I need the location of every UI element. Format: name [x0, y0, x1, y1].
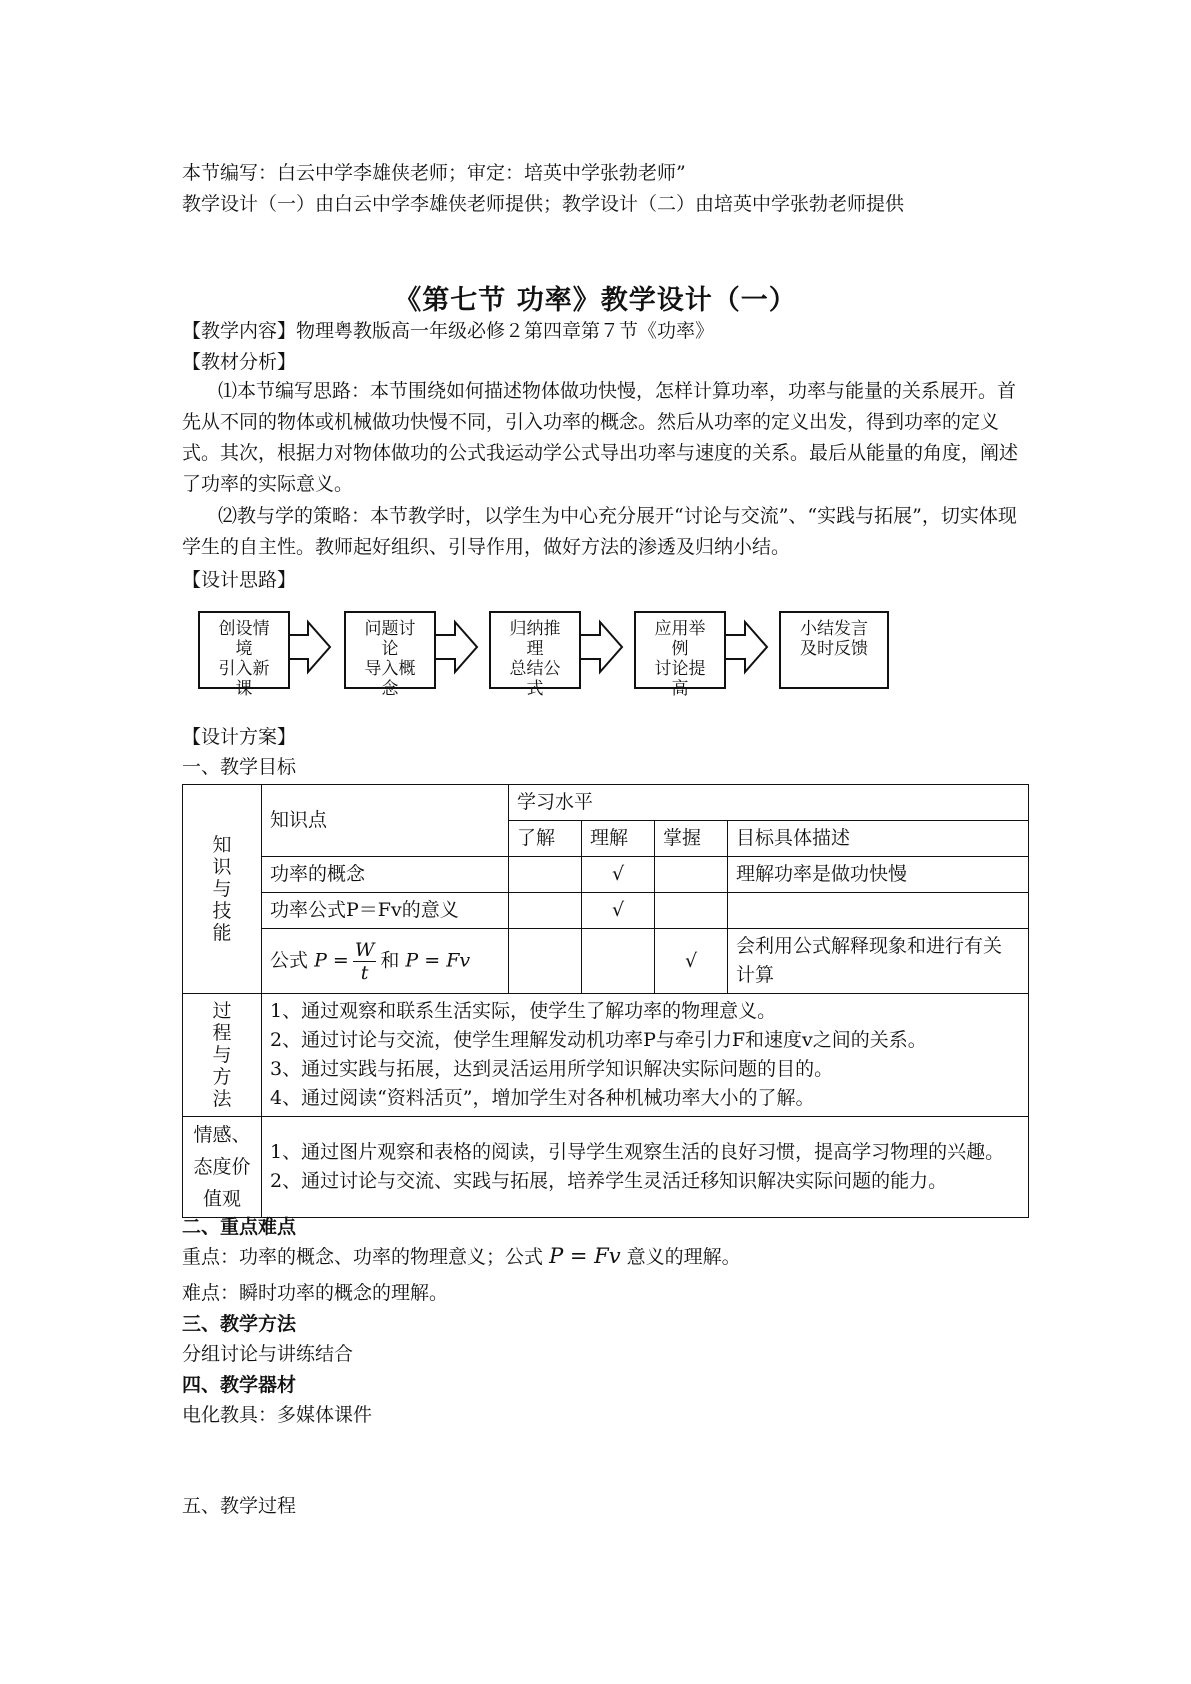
flow-arrow-2: [435, 622, 477, 672]
flow-step-1: 创设情 境 引入新 课: [198, 611, 290, 689]
cell-check: √: [655, 929, 728, 994]
flow-arrow-1: [288, 622, 330, 672]
cell-check: [509, 857, 582, 893]
table-row: [183, 893, 1029, 929]
cell-desc: [728, 893, 1029, 929]
flow-step-5: 小结发言 及时反馈: [779, 611, 889, 689]
flow-arrow-3: [580, 622, 622, 672]
difficulty-line: 难点：瞬时功率的概念的理解。: [182, 1282, 449, 1304]
analysis-paragraph-1: ⑴本节编写思路：本节围绕如何描述物体做功快慢，怎样计算功率，功率与能量的关系展开。首先从不同的物体或机械做功快慢不同，引入功率的概念。然后从功率的定义出发，得到功率的定义式。其次，根据力对物体做功的公式我运动学公式导出功率与速度的关系。最后从能量的角度，阐述了功率的实际意义。: [182, 380, 1019, 495]
section-teaching-equipment: 四、教学器材: [182, 1374, 297, 1396]
cell-check: [509, 893, 582, 929]
objectives-table: [182, 784, 1029, 1218]
cell-check: [655, 857, 728, 893]
cell-check: √: [582, 893, 655, 929]
author-line: 本节编写：白云中学李雄侠老师；审定：培英中学张勃老师”: [182, 162, 686, 184]
cell-check: [655, 893, 728, 929]
analysis-paragraph-2: ⑵教与学的策略：本节教学时，以学生为中心充分展开“讨论与交流”、“实践与拓展”，切实体现学生的自主性。教师起好组织、引导作用，做好方法的渗透及归纳小结。: [182, 505, 1017, 558]
section-objectives: 一、教学目标: [182, 756, 297, 778]
process-item: 4、通过阅读“资料活页”，增加学生对各种机械功率大小的了解。: [270, 1087, 815, 1109]
design-idea-heading: 【设计思路】: [182, 569, 297, 591]
cell-check: [582, 929, 655, 994]
section-teaching-process: 五、教学过程: [182, 1495, 297, 1517]
cell-desc: 理解功率是做功快慢: [728, 857, 1029, 893]
process-goals: [262, 994, 1029, 1117]
header-understand: 理解: [582, 821, 655, 857]
section-key-difficult: 二、重点难点: [182, 1216, 297, 1238]
cell-formula: 公式 P = $\frac{W}{t}$ 和 P = Fv: [262, 929, 509, 994]
process-item: 1、通过观察和联系生活实际，使学生了解功率的物理意义。: [270, 1000, 777, 1022]
emotion-item: 1、通过图片观察和表格的阅读，引导学生观察生活的良好习惯，提高学习物理的兴趣。: [270, 1141, 1005, 1163]
process-item: 3、通过实践与拓展，达到灵活运用所学知识解决实际问题的目的。: [270, 1058, 834, 1080]
teaching-method: 分组讨论与讲练结合: [182, 1343, 354, 1365]
category-knowledge-skill: 知识与技能: [183, 785, 262, 994]
table-row: [183, 857, 1029, 893]
provider-line: 教学设计（一）由白云中学李雄侠老师提供；教学设计（二）由培英中学张勃老师提供: [182, 193, 905, 215]
header-understand-basic: 了解: [509, 821, 582, 857]
flow-step-3: 归纳推 理 总结公 式: [489, 611, 581, 689]
header-knowledge-point: 知识点: [262, 785, 509, 857]
table-row-formula: [183, 929, 1029, 994]
cell-point: 功率公式P＝Fv的意义: [262, 893, 509, 929]
teaching-equipment: 电化教具：多媒体课件: [182, 1404, 373, 1426]
header-learning-level: 学习水平: [509, 785, 1029, 821]
teaching-content: 【教学内容】物理粤教版高一年级必修２第四章第７节《功率》: [182, 320, 715, 342]
process-item: 2、通过讨论与交流，使学生理解发动机功率P与牵引力F和速度v之间的关系。: [270, 1029, 927, 1051]
analysis-heading: 【教材分析】: [182, 351, 297, 373]
section-teaching-method: 三、教学方法: [182, 1313, 297, 1335]
cell-check: [509, 929, 582, 994]
page-title: 《第七节 功率》教学设计（一）: [394, 285, 797, 316]
flow-step-2: 问题讨 论 导入概 念: [344, 611, 436, 689]
header-target-description: 目标具体描述: [728, 821, 1029, 857]
flow-arrow-4: [725, 622, 767, 672]
emotion-item: 2、通过讨论与交流、实践与拓展，培养学生灵活迁移知识解决实际问题的能力。: [270, 1170, 948, 1192]
cell-point: 功率的概念: [262, 857, 509, 893]
category-process-method: 过程与方法: [183, 994, 262, 1117]
cell-desc: 会利用公式解释现象和进行有关计算: [728, 929, 1029, 994]
category-emotion-values: 情感、态度价值观: [183, 1117, 262, 1218]
header-master: 掌握: [655, 821, 728, 857]
emotion-goals: [262, 1117, 1029, 1218]
design-plan-heading: 【设计方案】: [182, 726, 297, 748]
cell-check: √: [582, 857, 655, 893]
key-point-line: 重点：功率的概念、功率的物理意义；公式 P = Fv 意义的理解。: [182, 1244, 741, 1268]
flow-step-4: 应用举 例 讨论提 高: [634, 611, 726, 689]
